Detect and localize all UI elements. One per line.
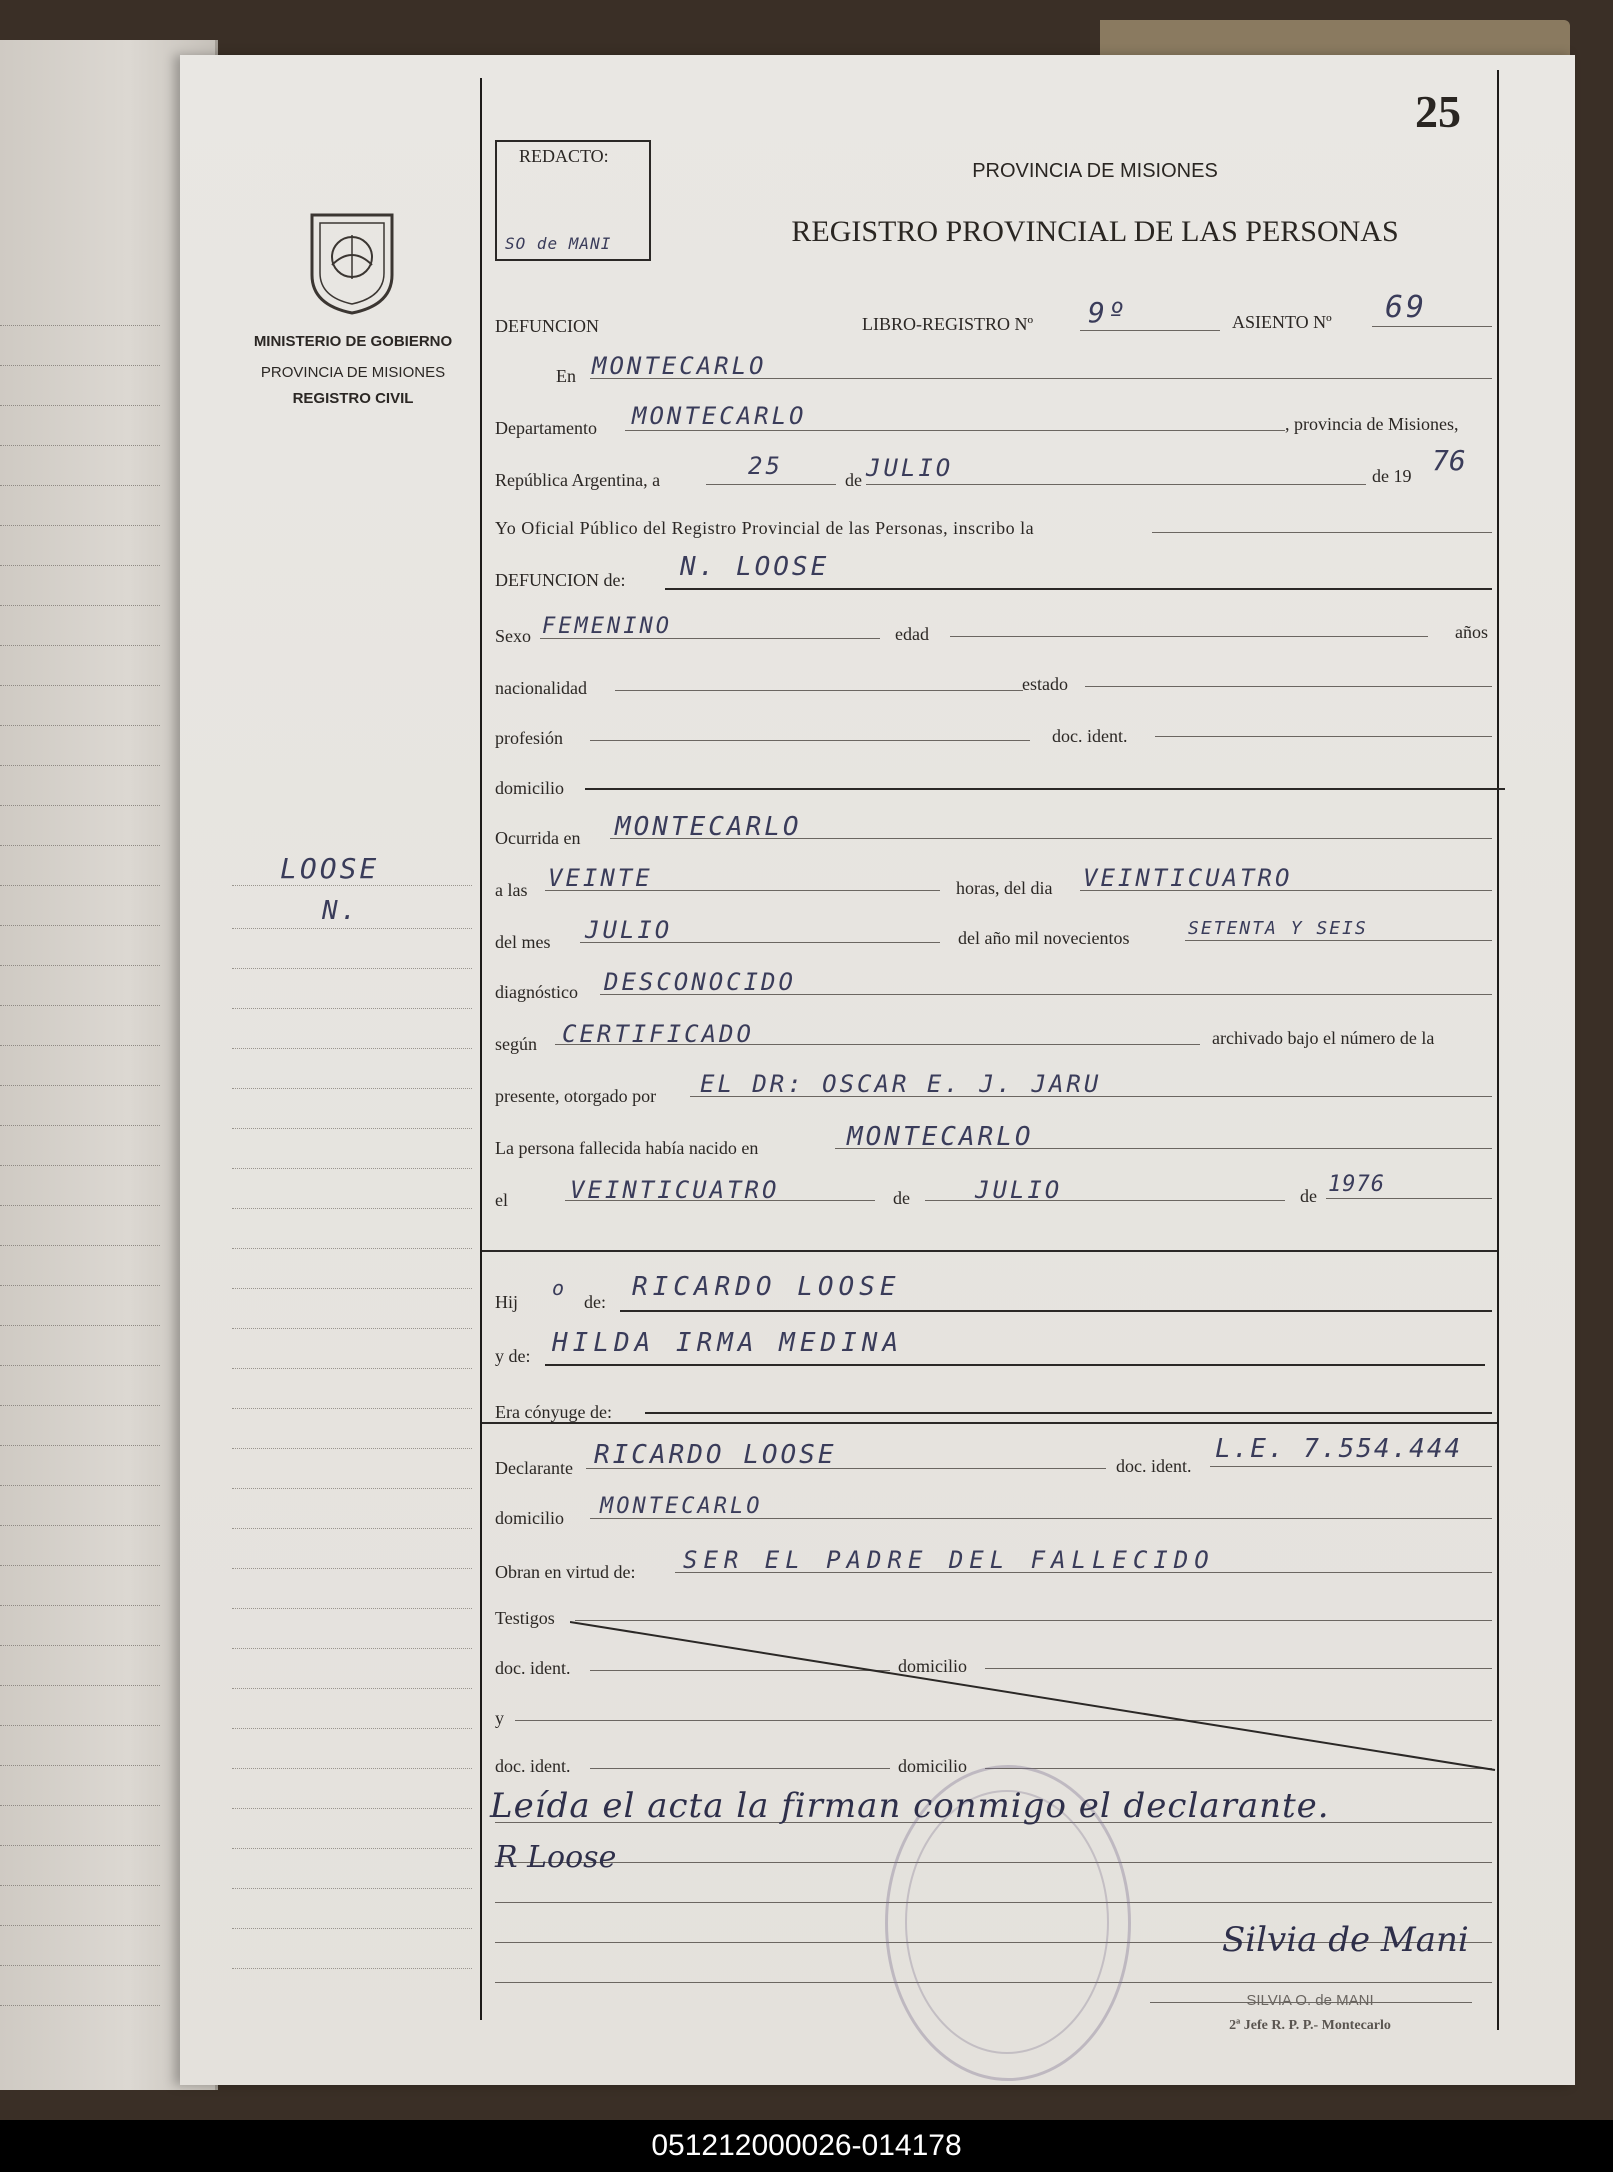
- departamento-value: MONTECARLO: [632, 402, 807, 430]
- madre-line: [545, 1364, 1485, 1366]
- defuncion-de-value: N. LOOSE: [680, 552, 830, 582]
- left-page-line: [0, 1845, 160, 1846]
- left-page-line: [0, 445, 160, 446]
- ocurrida-label: Ocurrida en: [495, 828, 581, 848]
- left-page-line: [0, 1525, 160, 1526]
- left-page-line: [0, 565, 160, 566]
- left-page-line: [0, 1405, 160, 1406]
- nac-de-label: de: [893, 1188, 910, 1208]
- defuncion-de-label: DEFUNCION de:: [495, 570, 626, 590]
- decl-doc-label: doc. ident.: [1116, 1456, 1192, 1476]
- left-page-line: [0, 1725, 160, 1726]
- left-page-line: [0, 1005, 160, 1006]
- diagnostico-value: DESCONOCIDO: [604, 968, 796, 996]
- stub-line: [232, 1208, 472, 1209]
- en-value: MONTECARLO: [592, 352, 767, 380]
- left-page-line: [0, 1285, 160, 1286]
- form-left-border: [480, 78, 482, 2020]
- el-label: el: [495, 1190, 508, 1210]
- provincia-label: , provincia de Misiones,: [1285, 414, 1459, 434]
- left-page-line: [0, 1605, 160, 1606]
- edad-label: edad: [895, 624, 929, 644]
- sexo-line: [540, 638, 880, 639]
- stub-surname: LOOSE: [280, 852, 380, 885]
- t-domicilio-label: domicilio: [898, 1656, 967, 1676]
- madre-value: HILDA IRMA MEDINA: [552, 1328, 904, 1358]
- left-page-line: [0, 1885, 160, 1886]
- departamento-line: [625, 430, 1285, 431]
- en-label: En: [556, 366, 576, 386]
- left-page-line: [0, 365, 160, 366]
- stub-line: [232, 1448, 472, 1449]
- testigos-label: Testigos: [495, 1608, 555, 1628]
- left-page-line: [0, 805, 160, 806]
- departamento-label: Departamento: [495, 418, 597, 438]
- left-page-line: [0, 1805, 160, 1806]
- doc-ident-line: [1155, 736, 1492, 737]
- nac-ano-label: de: [1300, 1186, 1317, 1206]
- stub-line: [232, 1088, 472, 1089]
- sexo-label: Sexo: [495, 626, 531, 646]
- segun-label: según: [495, 1034, 537, 1054]
- decl-domicilio-line: [590, 1518, 1492, 1519]
- stub-line: [232, 1528, 472, 1529]
- province-heading: PROVINCIA DE MISIONES: [972, 160, 1218, 182]
- page-number: 25: [1415, 86, 1461, 137]
- stub-line: [232, 1848, 472, 1849]
- declarante-line: [586, 1468, 1106, 1469]
- stub-line: [232, 1608, 472, 1609]
- decl-domicilio-label: domicilio: [495, 1508, 564, 1528]
- left-page-line: [0, 605, 160, 606]
- stub-line: [232, 1288, 472, 1289]
- t-doc-label: doc. ident.: [495, 1658, 571, 1678]
- left-page-line: [0, 725, 160, 726]
- stub-line: [232, 1928, 472, 1929]
- official-signature: Silvia de Mani: [1222, 1920, 1469, 1960]
- obran-line: [675, 1572, 1492, 1573]
- declarant-signature: R Loose: [495, 1840, 617, 1875]
- t2-domicilio-label: domicilio: [898, 1756, 967, 1776]
- left-page-line: [0, 1125, 160, 1126]
- stub-line: [232, 1968, 472, 1969]
- nac-ano-line: [1326, 1198, 1492, 1199]
- sexo-value: FEMENINO: [542, 614, 672, 639]
- stub-line: [232, 1808, 472, 1809]
- left-page-line: [0, 965, 160, 966]
- obran-value: SER EL PADRE DEL FALLECIDO: [683, 1546, 1215, 1574]
- left-page-line: [0, 2005, 160, 2006]
- declarante-label: Declarante: [495, 1458, 573, 1478]
- estado-line: [1085, 686, 1492, 687]
- testigos-strike: [570, 1610, 1500, 1780]
- libro-line: [1080, 330, 1220, 331]
- stub-line: [232, 1648, 472, 1649]
- doc-ident-label: doc. ident.: [1052, 726, 1128, 746]
- decl-domicilio-value: MONTECARLO: [600, 1494, 763, 1519]
- y-de-label: y de:: [495, 1346, 531, 1366]
- t2-doc-label: doc. ident.: [495, 1756, 571, 1776]
- stub-line: [232, 1488, 472, 1489]
- left-page-line: [0, 325, 160, 326]
- dia-line: [1080, 890, 1492, 891]
- ministry-title: MINISTERIO DE GOBIERNO: [253, 333, 453, 350]
- stub-line: [232, 1568, 472, 1569]
- stub-line: [232, 1768, 472, 1769]
- libro-label: LIBRO-REGISTRO Nº: [862, 314, 1034, 334]
- left-page-line: [0, 1365, 160, 1366]
- official-name: SILVIA O. de MANI: [1246, 1992, 1374, 2009]
- month-value: JULIO: [866, 454, 954, 482]
- left-page-line: [0, 1645, 160, 1646]
- obran-label: Obran en virtud de:: [495, 1562, 636, 1582]
- en-line: [590, 378, 1492, 379]
- redacto-value: SO de MANI: [505, 234, 612, 253]
- conyuge-line: [645, 1412, 1492, 1414]
- stub-line: [232, 1128, 472, 1129]
- domicilio-label: domicilio: [495, 778, 564, 798]
- stub-line: [232, 1008, 472, 1009]
- archivado-label: archivado bajo el número de la: [1212, 1028, 1435, 1048]
- left-page-line: [0, 1685, 160, 1686]
- segun-line: [555, 1044, 1200, 1045]
- decl-doc-value: L.E. 7.554.444: [1215, 1434, 1463, 1464]
- left-page-line: [0, 525, 160, 526]
- left-page-line: [0, 765, 160, 766]
- ocurrida-value: MONTECARLO: [615, 812, 802, 842]
- padre-de-label: de:: [584, 1292, 606, 1312]
- nac-dia-value: VEINTICUATRO: [570, 1176, 780, 1204]
- del-mes-label: del mes: [495, 932, 551, 952]
- left-page-line: [0, 1245, 160, 1246]
- de-label: de: [845, 470, 862, 490]
- left-page-line: [0, 845, 160, 846]
- left-page-line: [0, 1565, 160, 1566]
- left-page-line: [0, 685, 160, 686]
- horas-label: horas, del dia: [956, 878, 1053, 898]
- stub-line: [232, 1248, 472, 1249]
- year-value: 76: [1432, 444, 1466, 477]
- nacido-line: [835, 1148, 1492, 1149]
- nacido-value: MONTECARLO: [847, 1122, 1034, 1152]
- mes-value: JULIO: [585, 916, 673, 944]
- official-stamp-inner: [905, 1790, 1109, 2054]
- conyuge-label: Era cónyuge de:: [495, 1402, 612, 1422]
- decl-doc-line: [1210, 1466, 1492, 1467]
- a-las-value: VEINTE: [548, 864, 653, 892]
- hij-suffix: o: [552, 1276, 565, 1300]
- nac-mes-line: [925, 1200, 1285, 1201]
- official-title: 2ª Jefe R. P. P.- Montecarlo: [1229, 2018, 1391, 2033]
- closing-note: Leída el acta la firman conmigo el declarante.: [490, 1786, 1330, 1826]
- nac-dia-line: [565, 1200, 875, 1201]
- nac-mes-value: JULIO: [975, 1176, 1063, 1204]
- hij-label: Hij: [495, 1292, 519, 1312]
- stub-line: [232, 968, 472, 969]
- a-las-line: [545, 890, 940, 891]
- stub-initial: N.: [322, 896, 360, 926]
- del-ano-label: del año mil novecientos: [958, 928, 1130, 948]
- dia-value: VEINTICUATRO: [1083, 864, 1293, 892]
- left-page-line: [0, 1205, 160, 1206]
- left-page-line: [0, 925, 160, 926]
- month-line: [866, 484, 1366, 485]
- nacionalidad-line: [615, 690, 1023, 691]
- left-page-line: [0, 405, 160, 406]
- stub-line: [232, 1168, 472, 1169]
- estado-label: estado: [1022, 674, 1068, 694]
- stub-line: [232, 1408, 472, 1409]
- nacido-label: La persona fallecida había nacido en: [495, 1138, 759, 1158]
- presente-value: EL DR: OSCAR E. J. JARU: [700, 1070, 1102, 1098]
- defuncion-label: DEFUNCION: [495, 316, 600, 336]
- edad-line: [950, 636, 1428, 637]
- left-page-line: [0, 1765, 160, 1766]
- segun-value: CERTIFICADO: [562, 1020, 754, 1048]
- stub-line: [232, 1328, 472, 1329]
- stub-line: [232, 1048, 472, 1049]
- declarante-value: RICARDO LOOSE: [594, 1440, 837, 1470]
- stub-line: [232, 1368, 472, 1369]
- padre-line: [620, 1310, 1492, 1312]
- provincial-seal-icon: [302, 205, 402, 317]
- section-divider-2: [482, 1422, 1497, 1424]
- footer-code: 051212000026-014178: [0, 2120, 1613, 2172]
- oficial-line: [1152, 532, 1492, 533]
- libro-value: 9º: [1088, 296, 1128, 329]
- left-page-line: [0, 1045, 160, 1046]
- left-page-line: [0, 645, 160, 646]
- ano-line: [1185, 940, 1492, 941]
- registry-title: REGISTRO PROVINCIAL DE LAS PERSONAS: [791, 215, 1399, 248]
- left-page-line: [0, 1965, 160, 1966]
- defuncion-de-line: [665, 588, 1492, 590]
- ano-value: SETENTA Y SEIS: [1188, 918, 1368, 939]
- nacionalidad-label: nacionalidad: [495, 678, 587, 698]
- left-page-line: [0, 1925, 160, 1926]
- left-page-line: [0, 1325, 160, 1326]
- day-value: 25: [748, 452, 783, 480]
- left-page-line: [0, 885, 160, 886]
- asiento-value: 69: [1385, 290, 1428, 325]
- left-page-line: [0, 1085, 160, 1086]
- ministry-registry: REGISTRO CIVIL: [292, 390, 414, 407]
- diagnostico-label: diagnóstico: [495, 982, 578, 1002]
- stub-line: [232, 928, 472, 929]
- presente-line: [690, 1096, 1492, 1097]
- ocurrida-line: [610, 838, 1492, 839]
- left-page-line: [0, 485, 160, 486]
- diagnostico-line: [600, 994, 1492, 995]
- mes-line: [580, 942, 940, 943]
- ministry-province: PROVINCIA DE MISIONES: [260, 364, 446, 381]
- stub-line: [232, 1688, 472, 1689]
- padre-value: RICARDO LOOSE: [632, 1272, 901, 1302]
- profesion-line: [590, 740, 1030, 741]
- left-page-line: [0, 1445, 160, 1446]
- stub-line: [232, 1888, 472, 1889]
- year-prefix: de 19: [1372, 466, 1412, 486]
- presente-label: presente, otorgado por: [495, 1086, 657, 1106]
- nac-ano-value: 1976: [1328, 1172, 1385, 1197]
- oficial-text: Yo Oficial Público del Registro Provincial de las Personas, inscribo la: [495, 518, 1035, 538]
- profesion-label: profesión: [495, 728, 563, 748]
- domicilio-line: [585, 788, 1505, 790]
- republica-label: República Argentina, a: [495, 470, 661, 490]
- asiento-line: [1372, 326, 1492, 327]
- anos-label: años: [1455, 622, 1488, 642]
- redacto-box: [495, 140, 651, 261]
- stub-line: [232, 885, 472, 886]
- stub-line: [232, 1728, 472, 1729]
- left-page-line: [0, 1165, 160, 1166]
- left-page-line: [0, 1485, 160, 1486]
- section-divider: [482, 1250, 1497, 1252]
- redacto-label: REDACTO:: [519, 146, 609, 166]
- y-label: y: [495, 1708, 504, 1728]
- a-las-label: a las: [495, 880, 528, 900]
- day-line: [706, 484, 836, 485]
- asiento-label: ASIENTO Nº: [1232, 312, 1332, 332]
